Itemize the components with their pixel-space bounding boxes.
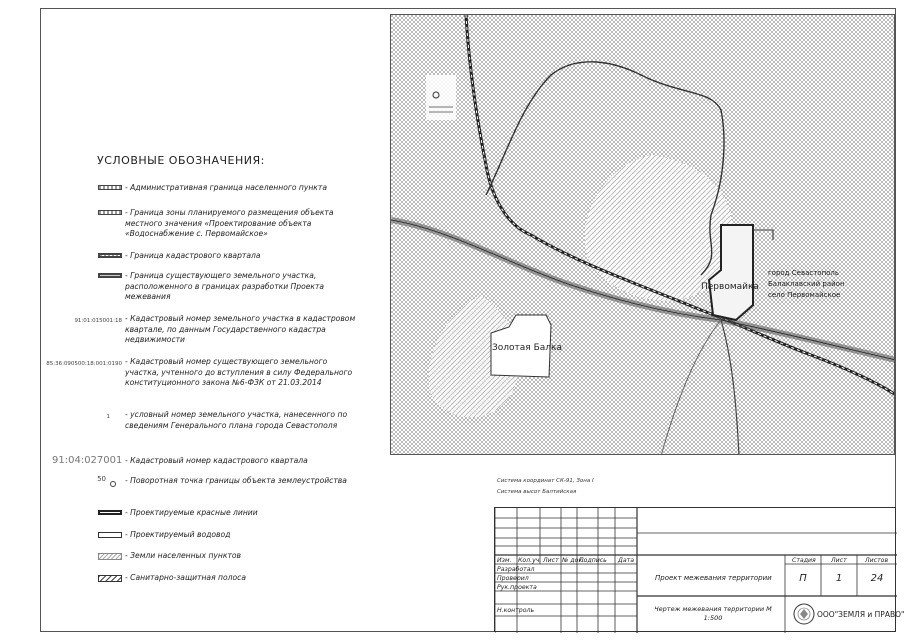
legend-code-old-plot-number: 85:36:090500:18:001:0190	[46, 361, 122, 367]
legend-symbol-water-pipe	[98, 532, 122, 538]
map-label-valley: Золотая Балка	[492, 343, 562, 353]
legend-symbol-zone-boundary	[98, 210, 122, 215]
tb-header-signature: Подпись	[579, 557, 607, 564]
tb-stage-value: П	[799, 573, 807, 584]
tb-sheet-value: 1	[835, 573, 843, 584]
tb-project-name: Проект межевания территории	[655, 574, 772, 582]
tb-company-name: ООО"ЗЕМЛЯ и ПРАВО"	[817, 610, 905, 619]
legend-item-sanitary-strip: - Санитарно-защитная полоса	[125, 573, 246, 582]
tb-header-doc: № док.	[562, 557, 585, 564]
legend-item-conditional-number: - условный номер земельного участка, нанесенного по сведениям Генерального плана города Севастополя	[125, 410, 348, 430]
legend-item-admin-boundary: - Административная граница населенного пункта	[125, 183, 327, 192]
tb-role-developer: Разработал	[497, 566, 535, 573]
legend-item-quarter-number: - Кадастровый номер кадастрового квартала	[125, 456, 308, 465]
tb-header-sheet: Лист	[543, 557, 559, 564]
tb-header-change: Изм.	[497, 557, 512, 564]
legend-code-conditional-number: 1	[106, 414, 110, 420]
legend-item-settlement-lands: - Земли населенных пунктов	[125, 551, 242, 560]
legend-item-plot-number: - Кадастровый номер земельного участка в кадастровом квартале, по данным Государственного кадастра недвижимости	[125, 314, 356, 344]
note-coordinate-system: Система координат СК-91, Зона I	[497, 478, 594, 484]
tb-sheets-value: 24	[870, 573, 884, 584]
tb-drawing-name: Чертеж межевания территории М 1:500	[654, 605, 772, 622]
tb-role-checker: Проверил	[497, 575, 529, 582]
legend-item-cadastral-quarter: - Граница кадастрового квартала	[125, 251, 261, 260]
title-block	[494, 507, 905, 632]
note-height-system: Система высот Балтийская	[497, 489, 577, 495]
legend-item-zone-boundary: - Граница зоны планируемого размещения объекта местного значения «Проектирование объекта «Водоснабжение с. Первомайское»	[125, 208, 334, 238]
tb-sheets-label: Листов	[865, 557, 889, 564]
legend-item-turn-point: - Поворотная точка границы объекта землеустройства	[125, 476, 347, 485]
legend-code-quarter-number: 91:04:027001	[52, 455, 123, 466]
legend-symbol-existing-plot	[98, 273, 122, 278]
legend-symbol-turn-point	[110, 481, 116, 487]
legend-symbol-red-lines	[98, 510, 122, 515]
legend-code-turn-point: 50	[97, 475, 106, 483]
legend-symbol-sanitary-strip	[98, 575, 122, 582]
tb-role-project-lead: Рук.проекта	[497, 584, 537, 591]
tb-header-count: Кол.уч.	[518, 557, 542, 564]
legend-symbol-admin-boundary	[98, 185, 122, 190]
legend-title: УСЛОВНЫЕ ОБОЗНАЧЕНИЯ:	[97, 154, 265, 167]
map-label-settlement: Первомайка	[701, 282, 759, 292]
legend-item-red-lines: - Проектируемые красные линии	[125, 508, 258, 517]
legend-item-water-pipe: - Проектируемый водовод	[125, 530, 231, 539]
tb-sheet-label: Лист	[831, 557, 847, 564]
map-canvas	[391, 15, 895, 455]
map-frame[interactable]	[390, 14, 895, 455]
map-label-district: город Севастополь Балаклавский район село Первомайское	[768, 269, 845, 299]
legend-item-existing-plot: - Граница существующего земельного участка, расположенного в границах разработки Проекта межевания	[125, 271, 325, 301]
legend-item-old-plot-number: - Кадастровый номер существующего земельного участка, учтенного до вступления в силу Федерального конституционного закона №6-ФЗК от 21.03.2014	[125, 357, 353, 387]
legend-symbol-settlement-lands	[98, 553, 122, 560]
tb-header-date: Дата	[618, 557, 635, 564]
legend-symbol-cadastral-quarter	[98, 253, 122, 258]
legend-code-plot-number: 91:01:015001:18	[74, 318, 122, 324]
tb-stage-label: Стадия	[792, 557, 816, 564]
tb-role-norm-control: Н.контроль	[497, 607, 535, 614]
